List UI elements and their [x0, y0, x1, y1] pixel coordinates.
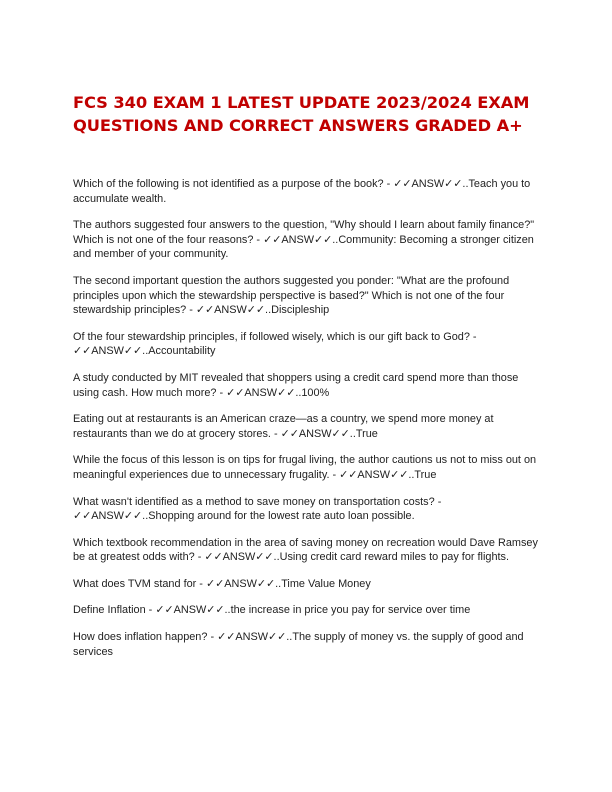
answer-text: Time Value Money	[281, 577, 371, 590]
answer-separator: - ✓✓ANSW✓✓..	[196, 577, 282, 590]
answer-separator: - ✓✓ANSW✓✓..	[329, 468, 415, 481]
answer-text: the increase in price you pay for service over time	[230, 604, 471, 617]
qa-item-6	[73, 412, 543, 441]
answer-text: Accountability	[148, 345, 216, 358]
question-text: The second important question the authors suggested you ponder: "What are the profound principles upon which the stewardship perspective is based?" Which is not one of the four stewardship principles?	[73, 274, 510, 317]
answer-text: Shopping around for the lowest rate auto loan possible.	[148, 510, 415, 523]
qa-item-2	[73, 218, 543, 262]
answer-text: True	[355, 427, 378, 440]
answer-separator: - ✓✓ANSW✓✓..	[216, 386, 302, 399]
answer-text: The supply of money vs. the supply of good and services	[73, 631, 524, 658]
question-text: Which of the following is not identified as a purpose of the book?	[73, 178, 384, 190]
answer-text: Community: Becoming a stronger citizen and member of your community.	[73, 233, 534, 261]
qa-item-9	[73, 536, 543, 565]
qa-item-5	[73, 371, 543, 400]
question-text: A study conducted by MIT revealed that shoppers using a credit card spend more than those using cash. How much more?	[73, 371, 519, 399]
answer-text: Using credit card reward miles to pay for flights.	[279, 551, 510, 564]
question-text: What does TVM stand for	[73, 577, 197, 590]
answer-text: Teach you to accumulate wealth.	[73, 178, 531, 205]
answer-text: True	[414, 468, 437, 481]
qa-item-8	[73, 495, 543, 524]
question-text: Define Inflation	[73, 604, 146, 617]
qa-item-1	[73, 177, 543, 206]
question-text: The authors suggested four answers to the question, "Why should I learn about family finance?" Which is not one of the four reasons?	[73, 219, 535, 246]
qa-item-7	[73, 453, 543, 482]
question-text: Eating out at restaurants is an American craze—as a country, we spend more money at restaurants than we do at grocery stores.	[73, 413, 494, 440]
answer-text: Discipleship	[271, 304, 330, 317]
answer-separator: - ✓✓ANSW✓✓..	[73, 330, 477, 358]
question-text: Of the four stewardship principles, if followed wisely, which is our gift back to God?	[73, 330, 470, 343]
question-text: What wasn't identified as a method to save money on transportation costs?	[73, 495, 435, 508]
answer-separator: - ✓✓ANSW✓✓..	[145, 604, 231, 617]
qa-item-10	[73, 577, 543, 592]
answer-separator: - ✓✓ANSW✓✓..	[383, 178, 469, 190]
qa-item-12	[73, 630, 543, 659]
answer-separator: - ✓✓ANSW✓✓..	[253, 233, 339, 246]
answer-separator: - ✓✓ANSW✓✓..	[194, 551, 280, 564]
qa-list	[73, 177, 543, 671]
qa-item-4	[73, 330, 543, 359]
qa-item-3	[73, 274, 543, 318]
document-title: FCS 340 EXAM 1 LATEST UPDATE 2023/2024 EXAM QUESTIONS AND CORRECT ANSWERS GRADED A+	[73, 93, 530, 135]
question-text: Which textbook recommendation in the area of saving money on recreation would Dave Ramsey be at greatest odds with?	[73, 536, 538, 564]
question-text: How does inflation happen?	[73, 631, 208, 644]
question-text: While the focus of this lesson is on tips for frugal living, the author cautions us not to miss out on meaningful experiences due to unnecessary frugality.	[73, 454, 537, 481]
answer-text: 100%	[301, 386, 330, 399]
answer-separator: - ✓✓ANSW✓✓..	[73, 495, 442, 523]
answer-separator: - ✓✓ANSW✓✓..	[207, 631, 293, 644]
qa-item-11	[73, 603, 543, 618]
answer-separator: - ✓✓ANSW✓✓..	[186, 304, 272, 317]
answer-separator: - ✓✓ANSW✓✓..	[270, 427, 356, 440]
